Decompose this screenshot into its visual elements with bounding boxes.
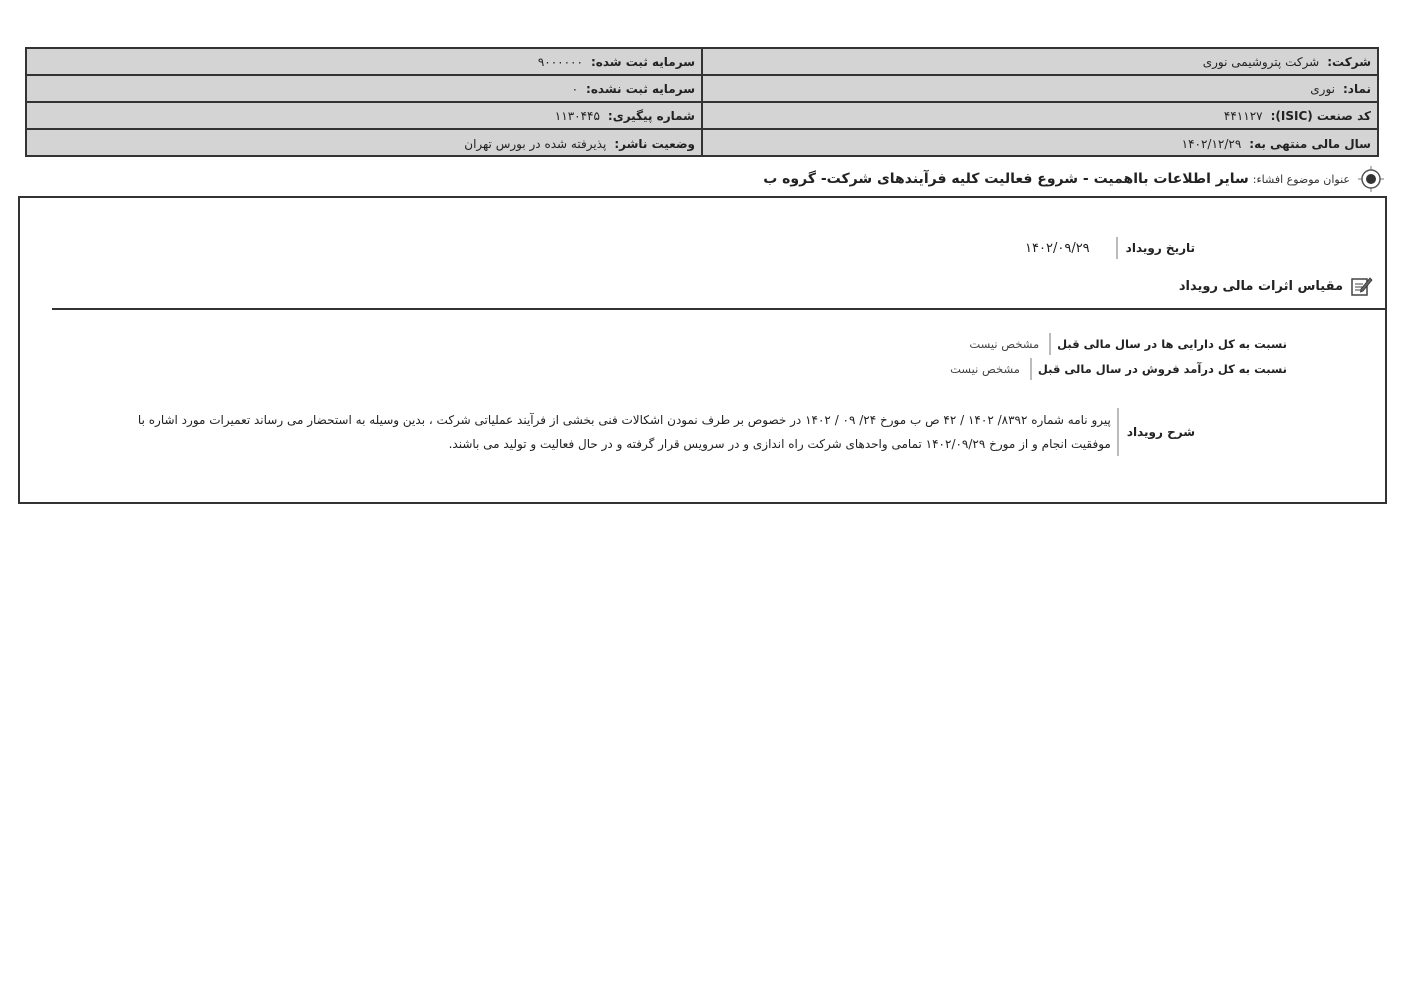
isic-label: کد صنعت (ISIC): bbox=[1270, 108, 1371, 123]
company-cell bbox=[701, 49, 1377, 74]
company-value: شرکت پتروشیمی نوری bbox=[1202, 54, 1320, 69]
issuer-status-label: وضعیت ناشر: bbox=[614, 136, 695, 151]
event-description-text bbox=[138, 408, 1117, 456]
isic-value: ۴۴۱۱۲۷ bbox=[1223, 108, 1263, 123]
ratio-assets-value: مشخص نیست bbox=[969, 337, 1040, 351]
registered-capital-cell bbox=[27, 49, 703, 74]
unregistered-capital-label: سرمایه ثبت نشده: bbox=[586, 81, 695, 96]
event-details-panel bbox=[18, 196, 1387, 504]
event-description-row bbox=[130, 408, 1195, 456]
unregistered-capital-cell bbox=[27, 76, 703, 101]
company-info-table bbox=[25, 47, 1379, 157]
symbol-cell bbox=[701, 76, 1377, 101]
tracking-number-label: شماره پیگیری: bbox=[607, 108, 695, 123]
company-label: شرکت: bbox=[1327, 54, 1371, 69]
ratio-assets-row bbox=[969, 332, 1287, 356]
subject-title: سایر اطلاعات بااهمیت - شروع فعالیت کلیه فرآیندهای شرکت- گروه ب bbox=[763, 171, 1249, 187]
edit-note-icon bbox=[1349, 274, 1373, 298]
fiscal-year-label: سال مالی منتهی به: bbox=[1249, 136, 1371, 151]
disclosure-subject bbox=[763, 164, 1384, 194]
tracking-number-value: ۱۱۳۰۴۴۵ bbox=[554, 108, 600, 123]
event-date-row bbox=[1025, 236, 1195, 260]
event-date-value: ۱۴۰۲/۰۹/۲۹ bbox=[1025, 240, 1090, 256]
issuer-status-cell bbox=[27, 130, 703, 157]
event-description-label: شرح رویداد bbox=[1117, 408, 1195, 456]
section-divider bbox=[52, 308, 1385, 310]
fiscal-year-value: ۱۴۰۲/۱۲/۲۹ bbox=[1181, 136, 1242, 151]
financial-impact-title: مقیاس اثرات مالی رویداد bbox=[1178, 278, 1343, 294]
subject-label: عنوان موضوع افشاء: bbox=[1252, 172, 1350, 186]
unregistered-capital-value: ۰ bbox=[571, 81, 579, 96]
description-line: موفقیت انجام و از مورخ ۱۴۰۲/۰۹/۲۹ تمامی واحدهای شرکت راه اندازی و در سرویس قرار گرفته و در حال فعالیت و تولید می باشند. bbox=[448, 437, 1111, 451]
registered-capital-label: سرمایه ثبت شده: bbox=[590, 54, 695, 69]
ratio-sales-label: نسبت به کل درآمد فروش در سال مالی قبل bbox=[1030, 358, 1287, 380]
ratio-sales-value: مشخص نیست bbox=[950, 362, 1020, 376]
tracking-number-cell bbox=[27, 103, 703, 128]
issuer-status-value: پذیرفته شده در بورس تهران bbox=[464, 136, 607, 151]
fiscal-year-cell bbox=[701, 130, 1377, 157]
description-line: پیرو نامه شماره ۸۳۹۲/ ۱۴۰۲ / ۴۲ ص ب مورخ ۲۴/ ۰۹ / ۱۴۰۲ در خصوص بر طرف نمودن اشکالات فنی بخشی از فرآیند عملیاتی شرکت ، بدین وسیله به استحضار می رساند تعمیرات مورد اشاره با bbox=[137, 413, 1111, 427]
registered-capital-value: ۹۰۰۰۰۰۰ bbox=[537, 54, 583, 69]
ratio-assets-label: نسبت به کل دارایی ها در سال مالی قبل bbox=[1049, 333, 1287, 355]
ratio-sales-row bbox=[950, 357, 1287, 381]
info-row bbox=[27, 103, 1377, 130]
symbol-label: نماد: bbox=[1342, 81, 1371, 96]
info-row bbox=[27, 130, 1377, 157]
event-date-label: تاریخ رویداد bbox=[1116, 237, 1195, 259]
info-row bbox=[27, 76, 1377, 103]
isic-cell bbox=[701, 103, 1377, 128]
financial-impact-heading bbox=[1179, 274, 1373, 298]
target-icon bbox=[1358, 166, 1384, 192]
info-row bbox=[27, 49, 1377, 76]
symbol-value: نوری bbox=[1310, 81, 1335, 96]
